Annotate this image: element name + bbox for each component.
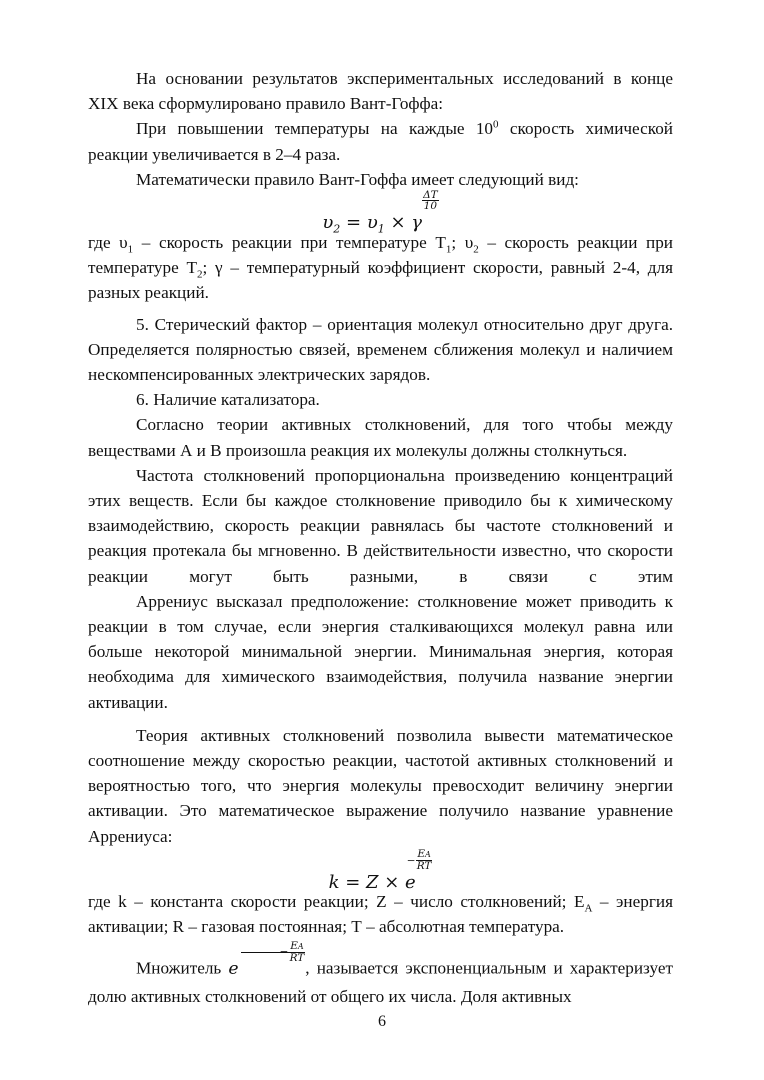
formula-exponent (422, 190, 439, 211)
exponent-numerator-sub: A (297, 942, 304, 952)
exponent-denominator: 10 (423, 200, 438, 213)
formula-arrhenius (88, 847, 673, 893)
paragraph-steric-factor: 5. Стерический фактор – ориентация молекул относительно друг друга. Определяется полярностью связей, временем сближения молекул и наличием нескомпенсированных электрических зарядов. (88, 314, 673, 385)
subscript: 2 (197, 268, 203, 281)
exponent-denominator: RT (416, 859, 432, 872)
text: – скорость реакции при температуре Т (88, 233, 673, 278)
text: – энергия активации; R – газовая постоянная; Т – абсолютная температура. (88, 891, 673, 937)
paragraph-catalyst: 6. Наличие катализатора. (136, 390, 320, 410)
document-page (88, 66, 673, 1010)
formula-vant-hoff (88, 189, 673, 236)
paragraph-vant-hoff-legend (88, 230, 673, 306)
text: , называется экспоненциальным и характеризует долю активных столкновений от общего их числа. Доля активных (88, 959, 673, 1007)
degree-superscript: 0 (493, 118, 499, 131)
text: ; υ (451, 233, 474, 253)
factor-exponent (241, 941, 306, 963)
subscript: 2 (473, 243, 479, 256)
formula-eq: = (340, 212, 367, 234)
exponent-sign: − (279, 946, 289, 959)
page-number: 6 (378, 1013, 386, 1030)
paragraph-vant-hoff-rule (88, 116, 673, 166)
text: – скорость реакции при температуре Т (133, 233, 446, 253)
text: При повышении температуры на каждые 10 (136, 119, 494, 139)
exponent-numerator-text: E (417, 847, 425, 860)
formula-lhs-sub: 2 (333, 222, 341, 236)
text: где k – константа скорости реакции; Z – число столкновений; Е (88, 891, 585, 911)
subscript: А (584, 902, 593, 915)
paragraph-intro: На основании результатов экспериментальных исследований в конце XIX века сформулировано правило Вант-Гоффа: (88, 69, 673, 114)
exponent-numerator: ΔТ (423, 189, 438, 202)
paragraph-arrhenius-legend (88, 889, 673, 939)
formula-arrhenius-exponent (406, 847, 433, 872)
text: ; γ – температурный коэффициент скорости, равный 2-4, для разных реакций. (88, 258, 673, 303)
paragraph-collision-frequency: Частота столкновений пропорциональна произведению концентраций этих веществ. Если бы каждое столкновение приводило бы к химическому взаимодействию, скорость реакции равнялась бы частоте столкновений и реакция протекала бы мгновенно. В действительности известно, что скорости реакции могут быть разными, в связи с этим (88, 465, 673, 586)
subscript: 1 (445, 243, 452, 256)
paragraph-collision-theory: Согласно теории активных столкновений, для того чтобы между веществами А и В произошла реакция их молекулы должны столкнуться. (88, 415, 673, 460)
paragraph-arrhenius-hypothesis: Аррениус высказал предположение: столкновение может приводить к реакции в том случае, если энергия сталкивающихся молекул равна или больше некоторой минимальной энергии. Минимальная энергия, которая необходима для химического взаимодействия, получила название энергии активации. (88, 591, 673, 712)
formula-rhs-sub: 1 (377, 222, 385, 236)
exponent-numerator-sub: A (425, 849, 431, 859)
text: где υ (88, 233, 128, 253)
exponent-numerator-text: E (290, 940, 298, 953)
subscript: 1 (127, 243, 134, 256)
inline-exponential-factor (228, 940, 305, 980)
formula-arrhenius-lhs: k = Z × e (328, 871, 416, 893)
paragraph-math-form: Математически правило Вант-Гоффа имеет следующий вид: (136, 169, 579, 189)
formula-rhs: υ (366, 212, 378, 234)
text: скорость химической реакции увеличивается в 2–4 раза. (88, 119, 673, 164)
exponent-sign: − (406, 854, 416, 867)
formula-times: × γ (384, 212, 423, 234)
formula-lhs: υ (322, 212, 334, 234)
paragraph-exponential-factor (88, 940, 673, 1010)
factor-base: e (228, 959, 239, 980)
paragraph-arrhenius-derivation: Теория активных столкновений позволила вывести математическое соотношение между скоростью реакции, частотой активных столкновений и вероятностью того, что энергия молекулы превосходит величину энергии активации. Это математическое выражение получило название уравнение Аррениуса: (88, 725, 673, 846)
exponent-denominator: RT (289, 952, 305, 965)
text: Множитель (136, 959, 229, 979)
